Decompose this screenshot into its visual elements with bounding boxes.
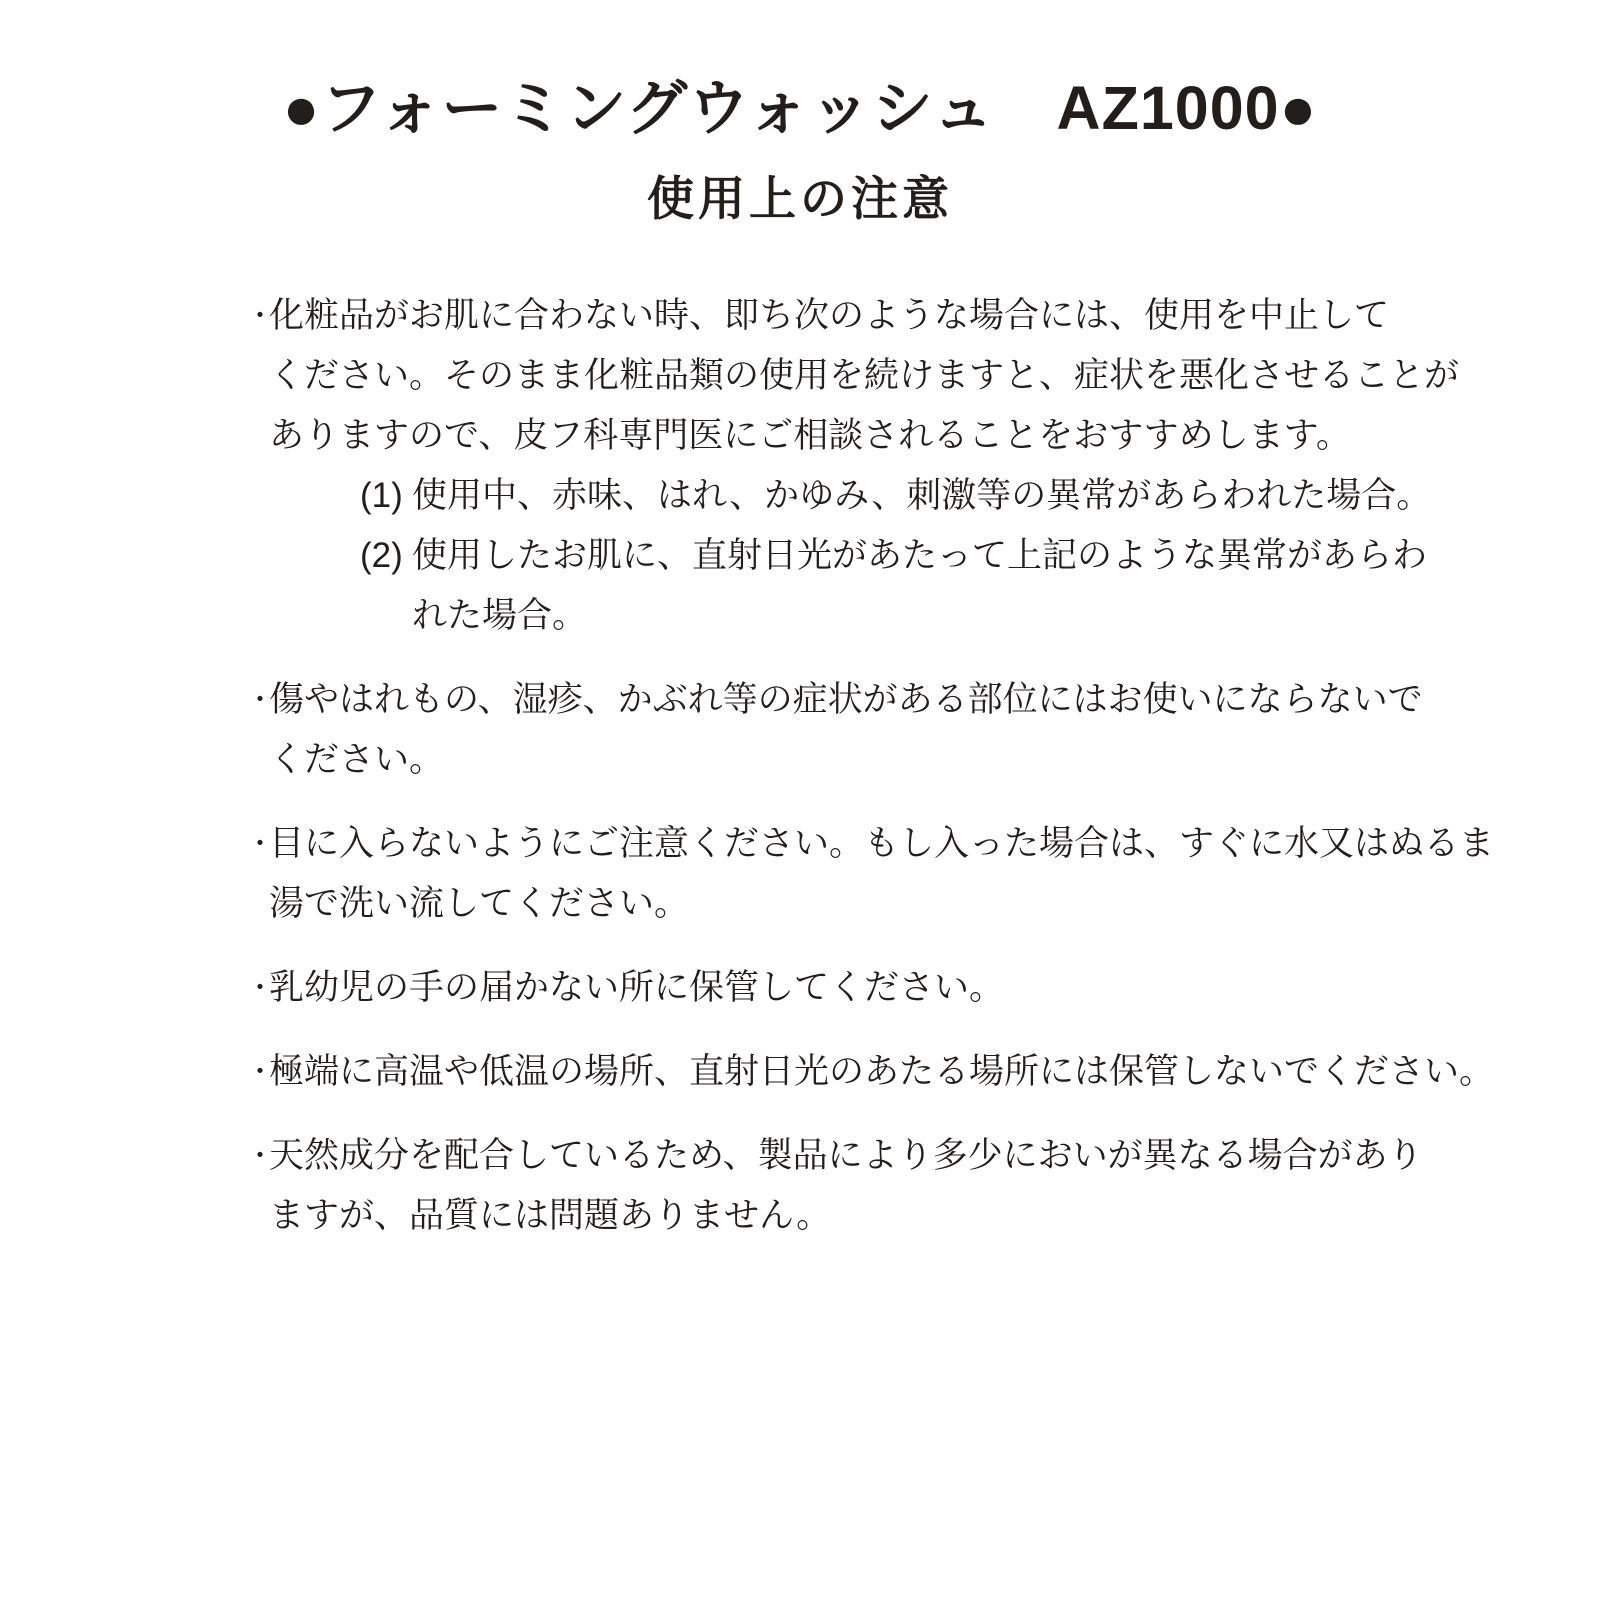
bullet-marker: ・ <box>246 1056 275 1087</box>
precaution-line: ありますので、皮フ科専門医にご相談されることをおすすめします。 <box>269 416 1351 455</box>
precaution-line: 乳幼児の手の届かない所に保管してください。 <box>269 968 1005 1007</box>
sub-item-text <box>412 526 1496 646</box>
bullet-marker: ・ <box>246 684 275 715</box>
precaution-line: ください。 <box>269 740 445 779</box>
bullet-marker: ・ <box>246 972 275 1003</box>
precaution-text <box>269 958 1496 1018</box>
sub-item-text <box>412 466 1496 526</box>
precaution-item <box>246 1126 1496 1246</box>
sub-item-label: (2) <box>360 536 403 575</box>
precaution-text <box>269 814 1496 934</box>
product-title: ●フォーミングウォッシュ AZ1000● <box>282 74 1318 142</box>
precaution-line: 極端に高温や低温の場所、直射日光のあたる場所には保管しないでください。 <box>269 1052 1495 1091</box>
precaution-line: ますが、品質には問題ありません。 <box>269 1196 832 1235</box>
precautions-list <box>246 286 1496 1246</box>
precaution-item <box>246 670 1496 790</box>
sub-item-line: 使用したお肌に、直射日光があたって上記のような異常があらわ <box>412 536 1428 575</box>
precaution-line: 天然成分を配合しているため、製品により多少においが異なる場合があり <box>269 1136 1423 1175</box>
precaution-line: 湯で洗い流してください。 <box>269 884 690 923</box>
sub-item-line: 使用中、赤味、はれ、かゆみ、刺激等の異常があらわれた場合。 <box>412 476 1432 515</box>
bullet-marker: ・ <box>246 300 275 331</box>
precaution-line: 傷やはれもの、湿疹、かぶれ等の症状がある部位にはお使いにならないで <box>269 680 1423 719</box>
precaution-text <box>269 1126 1496 1246</box>
bullet-marker: ・ <box>246 828 275 859</box>
page-subtitle: 使用上の注意 <box>647 172 953 225</box>
precaution-text <box>269 286 1496 646</box>
precaution-item <box>246 286 1496 646</box>
precaution-item <box>246 814 1496 934</box>
sub-item <box>360 466 1496 526</box>
sub-item <box>360 526 1496 646</box>
sub-item-label: (1) <box>360 476 403 515</box>
bullet-marker: ・ <box>246 1140 275 1171</box>
sub-item-line: れた場合。 <box>412 596 588 635</box>
precaution-text <box>269 670 1496 790</box>
precaution-item <box>246 958 1496 1018</box>
precaution-line: 目に入らないようにご注意ください。もし入った場合は、すぐに水又はぬるま <box>269 824 1495 863</box>
precaution-item <box>246 1042 1496 1102</box>
precaution-line: ください。そのまま化粧品類の使用を続けますと、症状を悪化させることが <box>269 356 1460 395</box>
precaution-line: 化粧品がお肌に合わない時、即ち次のような場合には、使用を中止して <box>269 296 1390 335</box>
precaution-text <box>269 1042 1496 1102</box>
